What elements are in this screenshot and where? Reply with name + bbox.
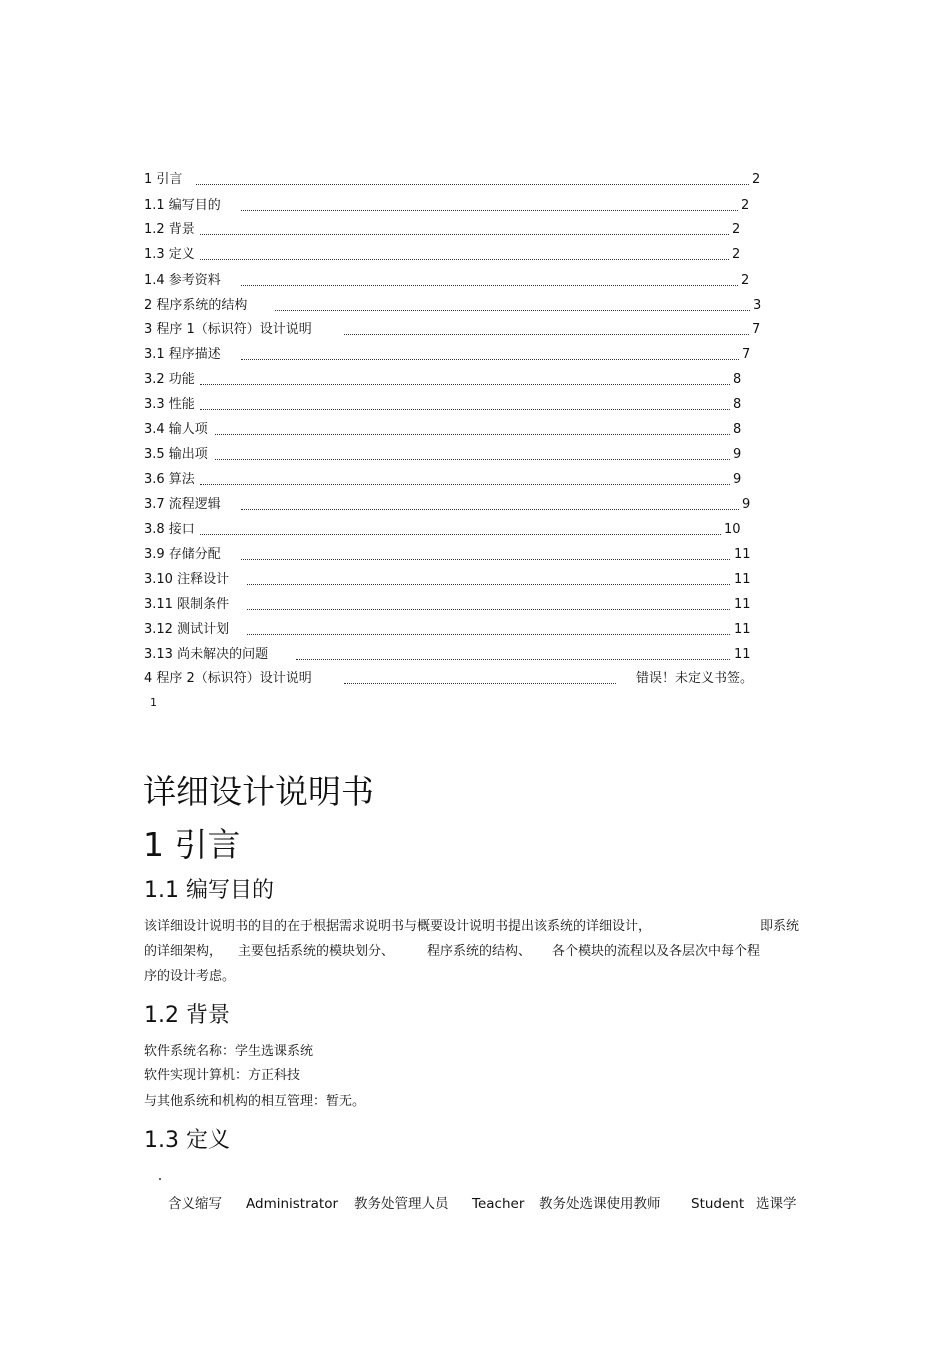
toc-entry-page: 8	[733, 422, 742, 437]
toc-leader	[247, 634, 730, 635]
toc-entry-page: 2	[732, 222, 741, 237]
toc-entry-page: 7	[742, 347, 751, 362]
toc-entry-label: 3.10 注释设计	[144, 572, 230, 587]
toc-entry-page: 9	[733, 472, 742, 487]
toc-entry-label: 2 程序系统的结构	[144, 298, 248, 313]
toc-leader	[241, 509, 739, 510]
paragraph-line: 与其他系统和机构的相互管理：暂无。	[144, 1094, 366, 1109]
toc-entry-page: 2	[741, 198, 750, 213]
toc-leader	[200, 484, 730, 485]
toc-entry-page: 9	[733, 447, 742, 462]
toc-entry-label: 3.12 测试计划	[144, 622, 230, 637]
text-run: 程序系统的结构、	[427, 944, 532, 959]
toc-entry-page: 11	[734, 547, 751, 562]
toc-entry[interactable]	[144, 446, 742, 464]
document-title: 详细设计说明书	[143, 772, 374, 811]
toc-leader	[200, 409, 730, 410]
toc-entry-page: 11	[734, 597, 751, 612]
paragraph-line: 软件系统名称：学生选课系统	[144, 1044, 314, 1059]
toc-entry[interactable]	[144, 321, 761, 339]
toc-leader	[241, 559, 730, 560]
toc-leader	[344, 334, 749, 335]
toc-entry-label: 1.1 编写目的	[144, 198, 221, 213]
toc-entry[interactable]	[144, 197, 750, 215]
definition-cell: 含义缩写	[168, 1196, 222, 1212]
toc-entry[interactable]	[144, 297, 762, 315]
toc-entry[interactable]	[144, 272, 750, 290]
toc-entry-label: 1.2 背景	[144, 222, 195, 237]
toc-leader	[296, 659, 730, 660]
toc-entry-page: 11	[734, 572, 751, 587]
toc-leader	[215, 459, 730, 460]
toc-entry[interactable]	[144, 471, 742, 489]
toc-entry-label: 1 引言	[144, 172, 183, 187]
toc-leader	[200, 384, 730, 385]
definition-cell: 选课学	[756, 1196, 797, 1212]
toc-leader	[241, 359, 739, 360]
toc-leader	[241, 285, 738, 286]
toc-leader	[200, 534, 721, 535]
toc-entry-label: 1.4 参考资料	[144, 273, 221, 288]
toc-entry[interactable]	[144, 171, 761, 189]
toc-entry[interactable]	[144, 546, 750, 564]
toc-leader	[196, 184, 749, 185]
toc-entry-label: 3.13 尚未解决的问题	[144, 647, 269, 662]
toc-entry-page: 7	[752, 322, 761, 337]
toc-entry-page: 11	[734, 647, 751, 662]
toc-entry-page: 11	[734, 622, 751, 637]
subsection-heading: 1.3 定义	[144, 1128, 230, 1153]
toc-entry[interactable]	[144, 670, 760, 688]
toc-entry-page: 2	[732, 247, 741, 262]
toc-entry-label: 3.7 流程逻辑	[144, 497, 221, 512]
toc-leader	[215, 434, 730, 435]
subsection-heading: 1.1 编写目的	[144, 878, 274, 903]
toc-leader	[241, 210, 738, 211]
toc-entry-label: 3.4 输人项	[144, 422, 208, 437]
toc-entry[interactable]	[144, 496, 751, 514]
page-number: 1	[150, 696, 157, 709]
toc-entry-label: 3.5 输出项	[144, 447, 208, 462]
toc-entry[interactable]	[144, 646, 750, 664]
toc-leader	[275, 310, 750, 311]
toc-entry-label: 3.6 算法	[144, 472, 195, 487]
text-run: 序的设计考虑。	[144, 969, 236, 984]
text-run: 该详细设计说明书的目的在于根据需求说明书与概要设计说明书提出该系统的详细设计，	[144, 919, 652, 934]
paragraph-line: 软件实现计算机：方正科技	[144, 1068, 301, 1083]
toc-entry-page: 2	[741, 273, 750, 288]
toc-entry[interactable]	[144, 421, 742, 439]
toc-entry[interactable]	[144, 346, 751, 364]
text-run: 主要包括系统的模块划分、	[238, 944, 395, 959]
definitions-row	[0, 1193, 950, 1215]
toc-entry-page: 9	[742, 497, 751, 512]
text-run: 的详细架构，	[144, 944, 223, 959]
toc-leader	[247, 609, 730, 610]
toc-leader	[200, 259, 729, 260]
toc-entry[interactable]	[144, 246, 741, 264]
section-heading: 1 引言	[143, 825, 241, 864]
toc-entry-page: 2	[752, 172, 761, 187]
toc-entry-label: 3.9 存储分配	[144, 547, 221, 562]
toc-entry-page: 10	[724, 522, 741, 537]
toc-entry[interactable]	[144, 621, 750, 639]
toc-entry-page: 8	[733, 372, 742, 387]
toc-entry-label: 3.3 性能	[144, 397, 195, 412]
toc-entry-label: 3.2 功能	[144, 372, 195, 387]
toc-entry-label: 1.3 定义	[144, 247, 195, 262]
toc-entry-label: 3.1 程序描述	[144, 347, 221, 362]
toc-entry-label: 3.8 接口	[144, 522, 195, 537]
definition-cell: Teacher	[472, 1196, 525, 1212]
toc-entry-page: 3	[753, 298, 762, 313]
definition-cell: Administrator	[246, 1196, 339, 1212]
decorative-dot	[159, 1178, 161, 1180]
toc-entry-label: 3.11 限制条件	[144, 597, 230, 612]
toc-leader	[200, 234, 729, 235]
toc-entry[interactable]	[144, 596, 750, 614]
toc-entry-label: 3 程序 1（标识符）设计说明	[144, 322, 312, 337]
toc-leader	[344, 683, 616, 684]
toc-entry[interactable]	[144, 571, 750, 589]
toc-leader	[247, 584, 730, 585]
toc-entry[interactable]	[144, 221, 741, 239]
toc-entry-label: 4 程序 2（标识符）设计说明	[144, 671, 312, 686]
definition-cell: Student	[691, 1196, 745, 1212]
toc-entry[interactable]	[144, 396, 742, 414]
toc-entry-page: 8	[733, 397, 742, 412]
toc-entry[interactable]	[144, 521, 741, 539]
text-run: 即系统	[760, 919, 800, 934]
subsection-heading: 1.2 背景	[144, 1003, 230, 1028]
definition-cell: 教务处选课使用教师	[539, 1196, 661, 1212]
toc-entry-page: 错误！未定义书签。	[636, 671, 754, 686]
definition-cell: 教务处管理人员	[354, 1196, 449, 1212]
text-run: 各个模块的流程以及各层次中每个程	[552, 944, 761, 959]
toc-entry[interactable]	[144, 371, 742, 389]
